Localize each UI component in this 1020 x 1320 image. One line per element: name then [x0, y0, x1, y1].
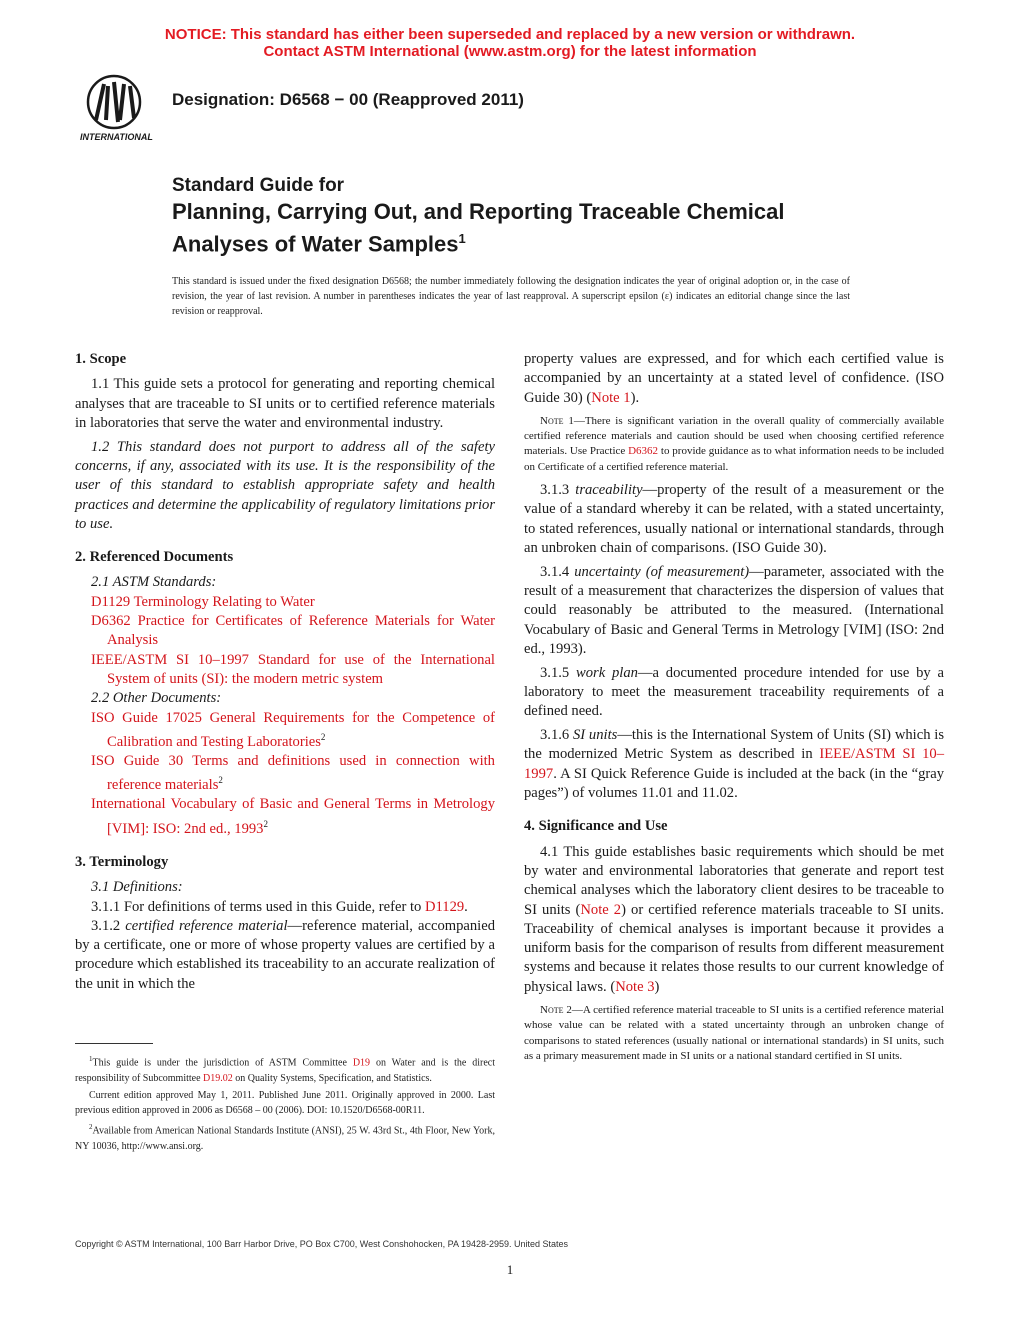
note-1-d6362-link[interactable]: D6362	[628, 445, 659, 458]
para-3-1-5: 3.1.5 work plan—a documented procedure intended for use by a laboratory to meet the measurement traceability requirements of a defined need.	[524, 664, 944, 720]
page-number: 1	[506, 1262, 514, 1277]
para-1-2: 1.2 This standard does not purport to address all of the safety concerns, if any, associated with its use. It is the responsibility of the user of this standard to establish appropriate safety and health practices and determine the applicability of regulatory limitations prior to use.	[75, 438, 495, 532]
footnote-2: $^2$Available from American National Standards Institute (ANSI), 25 W. 43rd St., 4th Floor, New York, NY 10036, http://www.ansi.org.	[75, 1123, 495, 1152]
withdrawal-notice	[0, 26, 1020, 60]
ref-vim-title[interactable]: International Vocabulary of Basic and General Terms in Metrology [VIM]: ISO: 2nd ed., 1993	[91, 796, 495, 837]
para-3-1-3: 3.1.3 traceability—property of the result of a measurement or the value of a standard whereby it can be related, with a stated uncertainty, to stated references, usually national or international standards, through an unbroken chain of comparisons. (ISO Guide 30).	[524, 482, 944, 556]
logo-text: INTERNATIONAL	[80, 132, 153, 142]
significance-heading: 4. Significance and Use	[524, 818, 668, 835]
ref-iso17025	[75, 709, 495, 752]
para-3-1-1: 3.1.1 For definitions of terms used in this Guide, refer to D1129.	[91, 898, 468, 915]
title-footnote-mark: 1	[458, 231, 466, 246]
para-4-1: 4.1 This guide establishes basic requirements which should be met by water and environmental laboratories that generate and report test chemical analyses which the laboratory client desires to be traceable to SI units (Note 2) or certified reference materials traceable to SI units. Traceability of chemical analyses is important because it provides a uniform basis for the comparison of results from different measurement systems and because it relates those results to our current knowledge of physical laws. (Note 3)	[524, 843, 945, 995]
footnote-1: $^1$This guide is under the jurisdiction of ASTM Committee D19 on Water and is the direct responsibility of Subcommittee D19.02 on Quality Systems, Specification, and Statistics.	[75, 1055, 496, 1084]
ref-d1129-link[interactable]: D1129	[91, 593, 131, 610]
ref-vim	[75, 795, 495, 838]
title-line-2: Planning, Carrying Out, and Reporting Traceable Chemical	[172, 199, 785, 224]
note-3-link[interactable]: Note 3	[615, 978, 655, 995]
para-3-1-6: 3.1.6 SI units—this is the International System of Units (SI) which is the modernized Metric System as described in IEEE/ASTM SI 10–1997. A SI Quick Reference Guide is included at the back (in the “gray pages”) of volumes 11.01 and 11.02.	[524, 727, 945, 802]
footnote-d19-link[interactable]: D19	[352, 1057, 371, 1069]
footnotes	[75, 1052, 495, 1156]
designation: Designation: D6568 − 00 (Reapproved 2011)	[172, 90, 524, 109]
copyright: Copyright © ASTM International, 100 Barr Harbor Drive, PO Box C700, West Conshohocken, PA 19428-2959. United States	[75, 1239, 569, 1249]
ref-d6362	[75, 612, 495, 651]
terminology-heading: 3. Terminology	[75, 853, 169, 870]
left-column	[75, 350, 495, 998]
title-line-1: Standard Guide for	[172, 175, 345, 196]
ref-si10-link[interactable]: IEEE/ASTM SI 10–1997	[91, 651, 249, 668]
para-2-2: 2.2 Other Documents:	[91, 690, 222, 707]
ref-d6362-link[interactable]: D6362	[91, 613, 131, 630]
scope-heading: 1. Scope	[75, 351, 127, 367]
ref-iso30-link[interactable]: ISO Guide 30	[91, 753, 184, 769]
para-3-1-1-link[interactable]: D1129	[424, 898, 465, 915]
ref-iso17025-sup: 2	[320, 731, 326, 742]
astm-logo	[68, 72, 164, 144]
para-1-1: 1.1 This guide sets a protocol for generating and reporting chemical analyses that are traceable to SI units or to certified reference materials in laboratories that serve the water and environmental industry.	[75, 376, 495, 431]
para-3-1-4: 3.1.4 uncertainty (of measurement)—parameter, associated with the result of a measurement that characterizes the dispersion of values that could reasonably be attributed to the measured. (International Vocabulary of Basic and General Terms in Metrology [VIM] (ISO: 2nd ed., 1993).	[524, 563, 944, 657]
para-2-1: 2.1 ASTM Standards:	[91, 574, 217, 591]
right-column	[524, 350, 944, 1070]
ref-d6362-title[interactable]: Practice for Certificates of Reference Materials for Water Analysis	[107, 613, 495, 649]
ref-iso17025-link[interactable]: ISO Guide 17025	[91, 709, 202, 726]
ref-iso30	[75, 752, 495, 795]
referenced-documents-heading: 2. Referenced Documents	[75, 549, 234, 566]
para-3-1: 3.1 Definitions:	[91, 879, 183, 896]
document-title	[172, 174, 892, 257]
ref-iso30-title[interactable]: Terms and definitions used in connection with reference materials	[107, 753, 495, 794]
footnote-1-edition: Current edition approved May 1, 2011. Published June 2011. Originally approved in 2000. Last previous edition approved in 2006 as D6568 – 00 (2006). DOI: 10.1520/D6568-00R11.	[75, 1089, 495, 1116]
para-3-1-6-link[interactable]: IEEE/ASTM SI 10–1997	[524, 746, 944, 782]
title-line-3: Analyses of Water Samples	[172, 231, 459, 257]
para-3-1-2-cont: property values are expressed, and for which each certified value is accompanied by an uncertainty at a stated level of confidence. (ISO Guide 30) (Note 1).	[524, 351, 944, 406]
note-2-link[interactable]: Note 2	[580, 901, 622, 918]
para-3-1-2: 3.1.2 certified reference material—reference material, accompanied by a certificate, one or more of whose property values are certified by a procedure which established its traceability to an accurate realization of the unit in which the	[75, 917, 495, 992]
ref-d1129-title[interactable]: Terminology Relating to Water	[133, 593, 315, 610]
issuance-statement: This standard is issued under the fixed designation D6568; the number immediately following the designation indicates the year of original adoption or, in the case of revision, the year of last revision. A number in parentheses indicates the year of last reapproval. A superscript epsilon (ε) indicates an editorial change since the last revision or reapproval.	[172, 276, 850, 317]
notice-line-1: NOTICE: This standard has either been superseded and replaced by a new version or withdrawn.	[164, 26, 856, 43]
note-1: Note 1—There is significant variation in the overall quality of commercially available certified reference materials and caution should be used when choosing certified reference materials. Use Practice D6362 to provide guidance as to what information needs to be included on Certificate of a certified reference material.	[524, 414, 944, 473]
ref-vim-sup: 2	[263, 818, 268, 829]
note-1-link[interactable]: Note 1	[591, 389, 631, 406]
ref-iso30-sup: 2	[218, 775, 223, 786]
ref-si10	[75, 651, 495, 690]
notice-line-2: Contact ASTM International (www.astm.org) for the latest information	[263, 43, 757, 60]
note-2: Note 2—A certified reference material traceable to SI units is a certified reference material whose value can be related with a stated uncertainty through an unbroken change of comparisons to stated references (usually national or international standards) in SI units, such as a primary measurement made in SI units or a national standard certified in SI units.	[524, 1004, 944, 1062]
ref-iso17025-title[interactable]: General Requirements for the Competence of Calibration and Testing Laboratories	[107, 709, 495, 750]
ref-d1129	[75, 593, 495, 612]
astm-logo-icon	[68, 72, 164, 144]
footnote-d1902-link[interactable]: D19.02	[203, 1072, 233, 1084]
ref-si10-title[interactable]: Standard for use of the International System of units (SI): the modern metric system	[107, 651, 495, 687]
footnote-rule	[75, 1043, 153, 1044]
